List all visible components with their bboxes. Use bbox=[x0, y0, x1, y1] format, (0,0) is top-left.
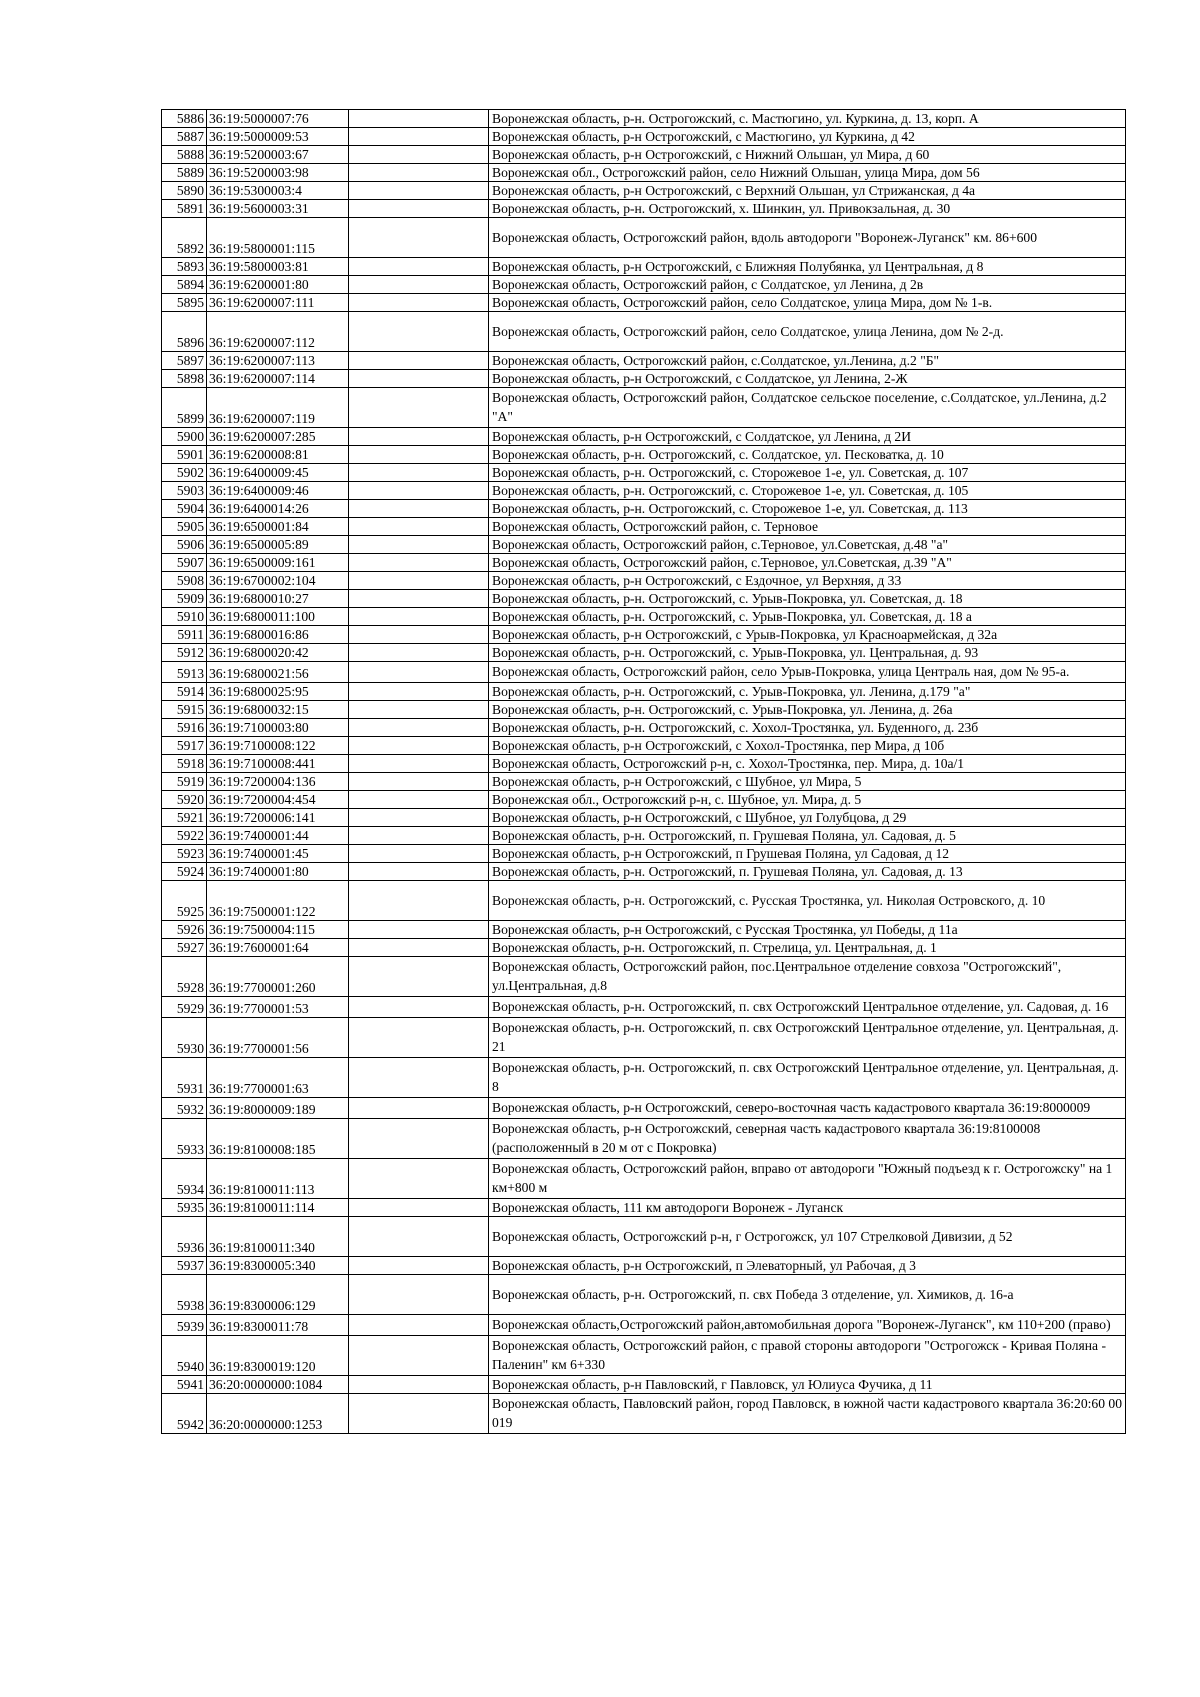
table-row bbox=[162, 1394, 1126, 1434]
address-cell: Воронежская область, р-н. Острогожский, с. Хохол-Тростянка, ул. Буденного, д. 23б bbox=[489, 719, 1126, 737]
empty-cell bbox=[349, 997, 489, 1018]
empty-cell bbox=[349, 1336, 489, 1376]
empty-cell bbox=[349, 1217, 489, 1257]
cadastral-number-cell: 36:19:7100003:80 bbox=[207, 719, 349, 737]
address-cell: Воронежская область, Острогожский район, пос.Центральное отделение совхоза "Острогожский", ул.Центральная, д.8 bbox=[489, 957, 1126, 997]
row-number-cell: 5910 bbox=[162, 608, 207, 626]
empty-cell bbox=[349, 791, 489, 809]
empty-cell bbox=[349, 662, 489, 683]
empty-cell bbox=[349, 258, 489, 276]
table-row bbox=[162, 590, 1126, 608]
empty-cell bbox=[349, 1315, 489, 1336]
row-number-cell: 5905 bbox=[162, 518, 207, 536]
cadastral-number-cell: 36:19:7500004:115 bbox=[207, 921, 349, 939]
address-cell: Воронежская область, Острогожский р-н, с. Хохол-Тростянка, пер. Мира, д. 10а/1 bbox=[489, 755, 1126, 773]
address-cell: Воронежская область, р-н Острогожский, с Мастюгино, ул Куркина, д 42 bbox=[489, 128, 1126, 146]
empty-cell bbox=[349, 737, 489, 755]
cadastral-number-cell: 36:19:6400009:45 bbox=[207, 464, 349, 482]
cadastral-number-cell: 36:19:5200003:67 bbox=[207, 146, 349, 164]
row-number-cell: 5906 bbox=[162, 536, 207, 554]
table-row bbox=[162, 110, 1126, 128]
empty-cell bbox=[349, 626, 489, 644]
empty-cell bbox=[349, 719, 489, 737]
empty-cell bbox=[349, 1376, 489, 1394]
cadastral-number-cell: 36:19:7400001:44 bbox=[207, 827, 349, 845]
table-row bbox=[162, 626, 1126, 644]
address-cell: Воронежская область, 111 км автодороги Воронеж - Луганск bbox=[489, 1199, 1126, 1217]
row-number-cell: 5898 bbox=[162, 370, 207, 388]
cadastral-number-cell: 36:20:0000000:1084 bbox=[207, 1376, 349, 1394]
row-number-cell: 5902 bbox=[162, 464, 207, 482]
row-number-cell: 5921 bbox=[162, 809, 207, 827]
empty-cell bbox=[349, 755, 489, 773]
cadastral-number-cell: 36:19:6200007:112 bbox=[207, 312, 349, 352]
table-row bbox=[162, 755, 1126, 773]
table-row bbox=[162, 827, 1126, 845]
address-cell: Воронежская область, р-н Острогожский, с Верхний Ольшан, ул Стрижанская, д 4а bbox=[489, 182, 1126, 200]
table-row bbox=[162, 809, 1126, 827]
row-number-cell: 5896 bbox=[162, 312, 207, 352]
empty-cell bbox=[349, 352, 489, 370]
row-number-cell: 5900 bbox=[162, 428, 207, 446]
row-number-cell: 5941 bbox=[162, 1376, 207, 1394]
table-row bbox=[162, 608, 1126, 626]
address-cell: Воронежская область, Павловский район, город Павловск, в южной части кадастрового квартала 36:20:60 00 019 bbox=[489, 1394, 1126, 1434]
table-row bbox=[162, 1159, 1126, 1199]
address-cell: Воронежская область, Острогожский район, вдоль автодороги "Воронеж-Луганск" км. 86+600 bbox=[489, 218, 1126, 258]
row-number-cell: 5934 bbox=[162, 1159, 207, 1199]
cadastral-number-cell: 36:19:6200007:114 bbox=[207, 370, 349, 388]
row-number-cell: 5935 bbox=[162, 1199, 207, 1217]
table-row bbox=[162, 370, 1126, 388]
table-row bbox=[162, 182, 1126, 200]
table-row bbox=[162, 773, 1126, 791]
row-number-cell: 5931 bbox=[162, 1058, 207, 1098]
table-row bbox=[162, 352, 1126, 370]
address-cell: Воронежская область, р-н. Острогожский, п. Стрелица, ул. Центральная, д. 1 bbox=[489, 939, 1126, 957]
empty-cell bbox=[349, 1119, 489, 1159]
cadastral-number-cell: 36:19:6200007:113 bbox=[207, 352, 349, 370]
empty-cell bbox=[349, 554, 489, 572]
cadastral-number-cell: 36:19:8100011:114 bbox=[207, 1199, 349, 1217]
table-row bbox=[162, 146, 1126, 164]
row-number-cell: 5922 bbox=[162, 827, 207, 845]
address-cell: Воронежская область, Острогожский район, село Солдатское, улица Ленина, дом № 2-д. bbox=[489, 312, 1126, 352]
cadastral-number-cell: 36:19:7500001:122 bbox=[207, 881, 349, 921]
empty-cell bbox=[349, 845, 489, 863]
row-number-cell: 5912 bbox=[162, 644, 207, 662]
row-number-cell: 5930 bbox=[162, 1018, 207, 1058]
address-cell: Воронежская область, р-н. Острогожский, п. свх Острогожский Центральное отделение, ул. Центральная, д. 8 bbox=[489, 1058, 1126, 1098]
cadastral-number-cell: 36:19:8000009:189 bbox=[207, 1098, 349, 1119]
row-number-cell: 5904 bbox=[162, 500, 207, 518]
address-cell: Воронежская обл., Острогожский р-н, с. Шубное, ул. Мира, д. 5 bbox=[489, 791, 1126, 809]
table-row bbox=[162, 482, 1126, 500]
row-number-cell: 5887 bbox=[162, 128, 207, 146]
address-cell: Воронежская область, р-н. Острогожский, п. свх Острогожский Центральное отделение, ул. Центральная, д. 21 bbox=[489, 1018, 1126, 1058]
empty-cell bbox=[349, 294, 489, 312]
row-number-cell: 5915 bbox=[162, 701, 207, 719]
address-cell: Воронежская область, р-н. Острогожский, с. Урыв-Покровка, ул. Ленина, д.179 "а" bbox=[489, 683, 1126, 701]
address-cell: Воронежская область, р-н Павловский, г Павловск, ул Юлиуса Фучика, д 11 bbox=[489, 1376, 1126, 1394]
cadastral-number-cell: 36:19:7200004:136 bbox=[207, 773, 349, 791]
row-number-cell: 5897 bbox=[162, 352, 207, 370]
row-number-cell: 5899 bbox=[162, 388, 207, 428]
empty-cell bbox=[349, 428, 489, 446]
cadastral-number-cell: 36:19:8300011:78 bbox=[207, 1315, 349, 1336]
cadastral-number-cell: 36:19:5000009:53 bbox=[207, 128, 349, 146]
empty-cell bbox=[349, 464, 489, 482]
row-number-cell: 5919 bbox=[162, 773, 207, 791]
cadastral-number-cell: 36:19:8100011:340 bbox=[207, 1217, 349, 1257]
cadastral-number-cell: 36:19:7700001:53 bbox=[207, 997, 349, 1018]
empty-cell bbox=[349, 683, 489, 701]
address-cell: Воронежская область, р-н Острогожский, п Грушевая Поляна, ул Садовая, д 12 bbox=[489, 845, 1126, 863]
table-row bbox=[162, 863, 1126, 881]
address-cell: Воронежская область, р-н. Острогожский, с. Сторожевое 1-е, ул. Советская, д. 105 bbox=[489, 482, 1126, 500]
address-cell: Воронежская область, р-н. Острогожский, с. Сторожевое 1-е, ул. Советская, д. 113 bbox=[489, 500, 1126, 518]
empty-cell bbox=[349, 1199, 489, 1217]
address-cell: Воронежская область, р-н. Острогожский, с. Урыв-Покровка, ул. Советская, д. 18 bbox=[489, 590, 1126, 608]
empty-cell bbox=[349, 182, 489, 200]
empty-cell bbox=[349, 773, 489, 791]
row-number-cell: 5916 bbox=[162, 719, 207, 737]
address-cell: Воронежская область, Острогожский район, вправо от автодороги "Южный подъезд к г. Острогожску" на 1 км+800 м bbox=[489, 1159, 1126, 1199]
address-cell: Воронежская область, Острогожский район, с.Терновое, ул.Советская, д.48 "а" bbox=[489, 536, 1126, 554]
table-row bbox=[162, 1217, 1126, 1257]
row-number-cell: 5891 bbox=[162, 200, 207, 218]
row-number-cell: 5924 bbox=[162, 863, 207, 881]
table-row bbox=[162, 554, 1126, 572]
empty-cell bbox=[349, 1275, 489, 1315]
empty-cell bbox=[349, 446, 489, 464]
row-number-cell: 5918 bbox=[162, 755, 207, 773]
table-row bbox=[162, 500, 1126, 518]
row-number-cell: 5909 bbox=[162, 590, 207, 608]
row-number-cell: 5926 bbox=[162, 921, 207, 939]
table-row bbox=[162, 1018, 1126, 1058]
cadastral-number-cell: 36:19:8300019:120 bbox=[207, 1336, 349, 1376]
address-cell: Воронежская область, р-н. Острогожский, х. Шинкин, ул. Привокзальная, д. 30 bbox=[489, 200, 1126, 218]
table-row bbox=[162, 1119, 1126, 1159]
row-number-cell: 5888 bbox=[162, 146, 207, 164]
table-row bbox=[162, 939, 1126, 957]
address-cell: Воронежская область, р-н Острогожский, с Ездочное, ул Верхняя, д 33 bbox=[489, 572, 1126, 590]
row-number-cell: 5932 bbox=[162, 1098, 207, 1119]
cadastral-number-cell: 36:19:6200007:111 bbox=[207, 294, 349, 312]
cadastral-number-cell: 36:19:6500005:89 bbox=[207, 536, 349, 554]
cadastral-number-cell: 36:19:7700001:56 bbox=[207, 1018, 349, 1058]
table-row bbox=[162, 1315, 1126, 1336]
row-number-cell: 5942 bbox=[162, 1394, 207, 1434]
address-cell: Воронежская область, р-н. Острогожский, с. Урыв-Покровка, ул. Советская, д. 18 а bbox=[489, 608, 1126, 626]
row-number-cell: 5889 bbox=[162, 164, 207, 182]
cadastral-number-cell: 36:19:6800020:42 bbox=[207, 644, 349, 662]
row-number-cell: 5928 bbox=[162, 957, 207, 997]
row-number-cell: 5895 bbox=[162, 294, 207, 312]
cadastral-number-cell: 36:19:7400001:45 bbox=[207, 845, 349, 863]
address-cell: Воронежская область, Острогожский район, с. Терновое bbox=[489, 518, 1126, 536]
empty-cell bbox=[349, 921, 489, 939]
address-cell: Воронежская область, р-н. Острогожский, п. свх Острогожский Центральное отделение, ул. Садовая, д. 16 bbox=[489, 997, 1126, 1018]
address-cell: Воронежская обл., Острогожский район, село Нижний Ольшан, улица Мира, дом 56 bbox=[489, 164, 1126, 182]
row-number-cell: 5886 bbox=[162, 110, 207, 128]
cadastral-number-cell: 36:19:7200006:141 bbox=[207, 809, 349, 827]
address-cell: Воронежская область, р-н Острогожский, с Русская Тростянка, ул Победы, д 11а bbox=[489, 921, 1126, 939]
address-cell: Воронежская область, р-н Острогожский, с Солдатское, ул Ленина, д 2И bbox=[489, 428, 1126, 446]
address-cell: Воронежская область, р-н. Острогожский, с. Урыв-Покровка, ул. Ленина, д. 26а bbox=[489, 701, 1126, 719]
row-number-cell: 5927 bbox=[162, 939, 207, 957]
empty-cell bbox=[349, 1394, 489, 1434]
empty-cell bbox=[349, 500, 489, 518]
empty-cell bbox=[349, 644, 489, 662]
address-cell: Воронежская область, Острогожский район, с.Солдатское, ул.Ленина, д.2 "Б" bbox=[489, 352, 1126, 370]
cadastral-number-cell: 36:19:7200004:454 bbox=[207, 791, 349, 809]
empty-cell bbox=[349, 1159, 489, 1199]
table-row bbox=[162, 218, 1126, 258]
empty-cell bbox=[349, 1018, 489, 1058]
address-cell: Воронежская область, Острогожский район, село Солдатское, улица Мира, дом № 1-в. bbox=[489, 294, 1126, 312]
row-number-cell: 5893 bbox=[162, 258, 207, 276]
table-row bbox=[162, 701, 1126, 719]
cadastral-number-cell: 36:19:6800016:86 bbox=[207, 626, 349, 644]
address-cell: Воронежская область, Острогожский район, село Урыв-Покровка, улица Централь ная, дом № 95-а. bbox=[489, 662, 1126, 683]
address-cell: Воронежская область, р-н. Острогожский, п. Грушевая Поляна, ул. Садовая, д. 5 bbox=[489, 827, 1126, 845]
row-number-cell: 5890 bbox=[162, 182, 207, 200]
table-row bbox=[162, 572, 1126, 590]
table-row bbox=[162, 276, 1126, 294]
row-number-cell: 5911 bbox=[162, 626, 207, 644]
address-cell: Воронежская область, Острогожский район, с Солдатское, ул Ленина, д 2в bbox=[489, 276, 1126, 294]
table-row bbox=[162, 737, 1126, 755]
table-row bbox=[162, 164, 1126, 182]
address-cell: Воронежская область, р-н. Острогожский, с. Русская Тростянка, ул. Николая Островского, д. 10 bbox=[489, 881, 1126, 921]
table-row bbox=[162, 845, 1126, 863]
row-number-cell: 5939 bbox=[162, 1315, 207, 1336]
cadastral-number-cell: 36:19:6500009:161 bbox=[207, 554, 349, 572]
address-cell: Воронежская область, р-н. Острогожский, с. Сторожевое 1-е, ул. Советская, д. 107 bbox=[489, 464, 1126, 482]
table-row bbox=[162, 1058, 1126, 1098]
table-row bbox=[162, 1275, 1126, 1315]
register-table-body bbox=[162, 110, 1126, 1434]
empty-cell bbox=[349, 701, 489, 719]
cadastral-number-cell: 36:19:5000007:76 bbox=[207, 110, 349, 128]
table-row bbox=[162, 1336, 1126, 1376]
cadastral-number-cell: 36:19:6200007:285 bbox=[207, 428, 349, 446]
table-row bbox=[162, 518, 1126, 536]
address-cell: Воронежская область, р-н. Острогожский, п. свх Победа 3 отделение, ул. Химиков, д. 16-а bbox=[489, 1275, 1126, 1315]
row-number-cell: 5914 bbox=[162, 683, 207, 701]
empty-cell bbox=[349, 957, 489, 997]
empty-cell bbox=[349, 312, 489, 352]
row-number-cell: 5901 bbox=[162, 446, 207, 464]
table-row bbox=[162, 128, 1126, 146]
table-row bbox=[162, 957, 1126, 997]
cadastral-number-cell: 36:19:5300003:4 bbox=[207, 182, 349, 200]
cadastral-number-cell: 36:19:7700001:63 bbox=[207, 1058, 349, 1098]
empty-cell bbox=[349, 1058, 489, 1098]
table-row bbox=[162, 200, 1126, 218]
cadastral-number-cell: 36:19:5200003:98 bbox=[207, 164, 349, 182]
table-row bbox=[162, 791, 1126, 809]
table-row bbox=[162, 1257, 1126, 1275]
empty-cell bbox=[349, 370, 489, 388]
table-row bbox=[162, 1376, 1126, 1394]
cadastral-number-cell: 36:19:8100008:185 bbox=[207, 1119, 349, 1159]
table-row bbox=[162, 719, 1126, 737]
empty-cell bbox=[349, 276, 489, 294]
row-number-cell: 5903 bbox=[162, 482, 207, 500]
cadastral-number-cell: 36:20:0000000:1253 bbox=[207, 1394, 349, 1434]
empty-cell bbox=[349, 200, 489, 218]
empty-cell bbox=[349, 863, 489, 881]
empty-cell bbox=[349, 110, 489, 128]
cadastral-number-cell: 36:19:6200001:80 bbox=[207, 276, 349, 294]
address-cell: Воронежская область, р-н Острогожский, с Урыв-Покровка, ул Красноармейская, д 32а bbox=[489, 626, 1126, 644]
row-number-cell: 5920 bbox=[162, 791, 207, 809]
table-row bbox=[162, 428, 1126, 446]
row-number-cell: 5908 bbox=[162, 572, 207, 590]
cadastral-register-table bbox=[161, 109, 1126, 1434]
empty-cell bbox=[349, 1098, 489, 1119]
empty-cell bbox=[349, 590, 489, 608]
row-number-cell: 5936 bbox=[162, 1217, 207, 1257]
empty-cell bbox=[349, 482, 489, 500]
empty-cell bbox=[349, 572, 489, 590]
empty-cell bbox=[349, 939, 489, 957]
empty-cell bbox=[349, 608, 489, 626]
address-cell: Воронежская область, р-н Острогожский, п Элеваторный, ул Рабочая, д 3 bbox=[489, 1257, 1126, 1275]
address-cell: Воронежская область, р-н. Острогожский, с. Мастюгино, ул. Куркина, д. 13, корп. А bbox=[489, 110, 1126, 128]
address-cell: Воронежская область, р-н Острогожский, с Солдатское, ул Ленина, 2-Ж bbox=[489, 370, 1126, 388]
row-number-cell: 5894 bbox=[162, 276, 207, 294]
empty-cell bbox=[349, 164, 489, 182]
row-number-cell: 5933 bbox=[162, 1119, 207, 1159]
table-row bbox=[162, 683, 1126, 701]
table-row bbox=[162, 1199, 1126, 1217]
cadastral-number-cell: 36:19:7600001:64 bbox=[207, 939, 349, 957]
table-row bbox=[162, 644, 1126, 662]
address-cell: Воронежская область, р-н Острогожский, северо-восточная часть кадастрового квартала 36:19:8000009 bbox=[489, 1098, 1126, 1119]
table-row bbox=[162, 881, 1126, 921]
cadastral-number-cell: 36:19:7700001:260 bbox=[207, 957, 349, 997]
table-row bbox=[162, 1098, 1126, 1119]
address-cell: Воронежская область, р-н Острогожский, с Шубное, ул Мира, 5 bbox=[489, 773, 1126, 791]
table-row bbox=[162, 446, 1126, 464]
empty-cell bbox=[349, 827, 489, 845]
empty-cell bbox=[349, 536, 489, 554]
cadastral-number-cell: 36:19:6700002:104 bbox=[207, 572, 349, 590]
cadastral-number-cell: 36:19:6400009:46 bbox=[207, 482, 349, 500]
address-cell: Воронежская область, Острогожский район, Солдатское сельское поселение, с.Солдатское, ул.Ленина, д.2 "А" bbox=[489, 388, 1126, 428]
row-number-cell: 5937 bbox=[162, 1257, 207, 1275]
cadastral-number-cell: 36:19:7400001:80 bbox=[207, 863, 349, 881]
cadastral-number-cell: 36:19:8100011:113 bbox=[207, 1159, 349, 1199]
address-cell: Воронежская область, р-н Острогожский, с Шубное, ул Голубцова, д 29 bbox=[489, 809, 1126, 827]
table-row bbox=[162, 997, 1126, 1018]
table-row bbox=[162, 464, 1126, 482]
address-cell: Воронежская область, р-н Острогожский, северная часть кадастрового квартала 36:19:8100008 (расположенный в 20 м от с Покровка) bbox=[489, 1119, 1126, 1159]
cadastral-number-cell: 36:19:6500001:84 bbox=[207, 518, 349, 536]
empty-cell bbox=[349, 518, 489, 536]
cadastral-number-cell: 36:19:6800010:27 bbox=[207, 590, 349, 608]
cadastral-number-cell: 36:19:6200008:81 bbox=[207, 446, 349, 464]
empty-cell bbox=[349, 809, 489, 827]
cadastral-number-cell: 36:19:6800021:56 bbox=[207, 662, 349, 683]
cadastral-number-cell: 36:19:7100008:441 bbox=[207, 755, 349, 773]
address-cell: Воронежская область, р-н Острогожский, с Ближняя Полубянка, ул Центральная, д 8 bbox=[489, 258, 1126, 276]
cadastral-number-cell: 36:19:8300005:340 bbox=[207, 1257, 349, 1275]
address-cell: Воронежская область, р-н. Острогожский, с. Урыв-Покровка, ул. Центральная, д. 93 bbox=[489, 644, 1126, 662]
address-cell: Воронежская область, р-н. Острогожский, с. Солдатское, ул. Песковатка, д. 10 bbox=[489, 446, 1126, 464]
address-cell: Воронежская область, р-н. Острогожский, п. Грушевая Поляна, ул. Садовая, д. 13 bbox=[489, 863, 1126, 881]
row-number-cell: 5929 bbox=[162, 997, 207, 1018]
row-number-cell: 5940 bbox=[162, 1336, 207, 1376]
row-number-cell: 5923 bbox=[162, 845, 207, 863]
table-row bbox=[162, 312, 1126, 352]
cadastral-number-cell: 36:19:6800032:15 bbox=[207, 701, 349, 719]
cadastral-number-cell: 36:19:6200007:119 bbox=[207, 388, 349, 428]
table-row bbox=[162, 294, 1126, 312]
empty-cell bbox=[349, 146, 489, 164]
cadastral-number-cell: 36:19:6800011:100 bbox=[207, 608, 349, 626]
table-row bbox=[162, 921, 1126, 939]
cadastral-number-cell: 36:19:5800003:81 bbox=[207, 258, 349, 276]
row-number-cell: 5913 bbox=[162, 662, 207, 683]
cadastral-number-cell: 36:19:8300006:129 bbox=[207, 1275, 349, 1315]
cadastral-number-cell: 36:19:6800025:95 bbox=[207, 683, 349, 701]
address-cell: Воронежская область, р-н Острогожский, с Хохол-Тростянка, пер Мира, д 10б bbox=[489, 737, 1126, 755]
cadastral-number-cell: 36:19:7100008:122 bbox=[207, 737, 349, 755]
row-number-cell: 5925 bbox=[162, 881, 207, 921]
cadastral-number-cell: 36:19:5600003:31 bbox=[207, 200, 349, 218]
address-cell: Воронежская область, Острогожский р-н, г Острогожск, ул 107 Стрелковой Дивизии, д 52 bbox=[489, 1217, 1126, 1257]
empty-cell bbox=[349, 881, 489, 921]
empty-cell bbox=[349, 218, 489, 258]
cadastral-number-cell: 36:19:5800001:115 bbox=[207, 218, 349, 258]
empty-cell bbox=[349, 1257, 489, 1275]
row-number-cell: 5892 bbox=[162, 218, 207, 258]
empty-cell bbox=[349, 128, 489, 146]
row-number-cell: 5917 bbox=[162, 737, 207, 755]
table-row bbox=[162, 536, 1126, 554]
table-row bbox=[162, 388, 1126, 428]
cadastral-number-cell: 36:19:6400014:26 bbox=[207, 500, 349, 518]
row-number-cell: 5938 bbox=[162, 1275, 207, 1315]
table-row bbox=[162, 258, 1126, 276]
row-number-cell: 5907 bbox=[162, 554, 207, 572]
address-cell: Воронежская область, Острогожский район, с.Терновое, ул.Советская, д.39 "А" bbox=[489, 554, 1126, 572]
address-cell: Воронежская область, Острогожский район, с правой стороны автодороги "Острогожск - Кривая Поляна - Паленин" км 6+330 bbox=[489, 1336, 1126, 1376]
address-cell: Воронежская область,Острогожский район,автомобильная дорога "Воронеж-Луганск", км 110+200 (право) bbox=[489, 1315, 1126, 1336]
empty-cell bbox=[349, 388, 489, 428]
table-row bbox=[162, 662, 1126, 683]
address-cell: Воронежская область, р-н Острогожский, с Нижний Ольшан, ул Мира, д 60 bbox=[489, 146, 1126, 164]
